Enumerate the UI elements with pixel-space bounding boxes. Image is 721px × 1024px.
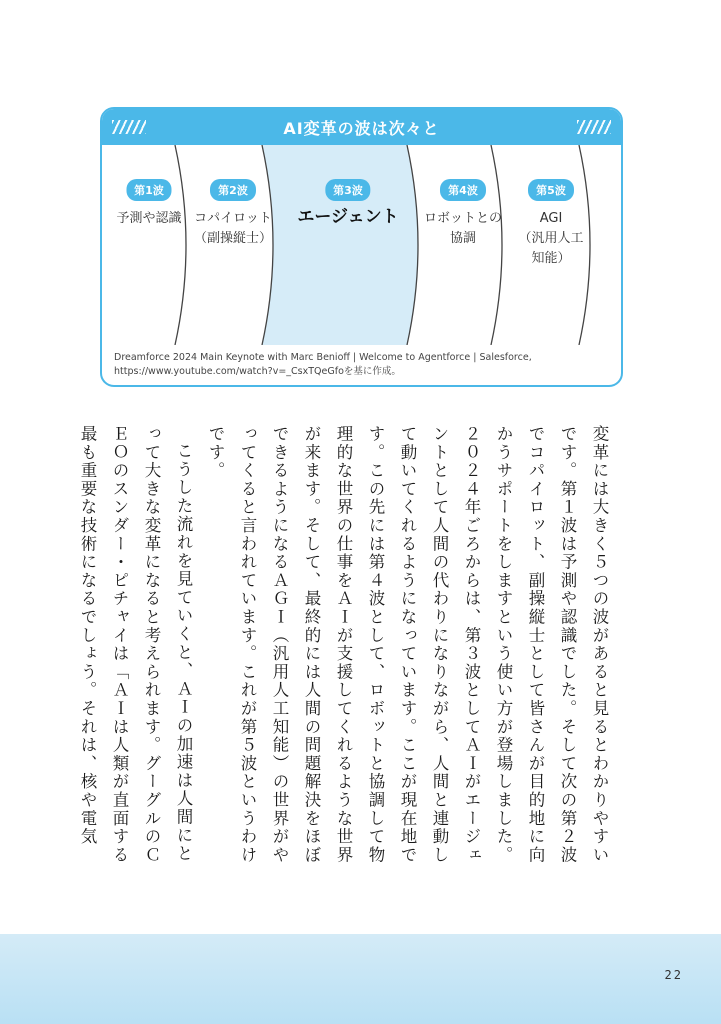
wave-3 xyxy=(297,179,398,226)
body-paragraph: 変革には大きく５つの波があると見るとわかりやすいです。第１波は予測や認識でした。そして次の第２波でコパイロット、副操縦士として皆さんが目的地に向かうサポートをしますという使い方が登場しました。２０２４年ごろからは、第３波としてＡＩがエージェントとして人間の代わりになりながら、人間と連動して動いてくれるようになっています。ここが現在地です。この先には第４波として、ロボットと協調して物理的な世界の仕事をＡＩが支援してくれるような世界が来ます。そして、最終的には人間の問題解決をほぼできるようになるＡＧＩ（汎用人工知能）の世界がやってくると言われています。これが第５波というわけです。 xyxy=(206,425,609,865)
wave-badge: 第4波 xyxy=(440,179,486,201)
wave-4 xyxy=(424,179,502,247)
wave-label: コパイロット （副操縦士） xyxy=(193,211,273,246)
figure-title: AI変革の波は次々と xyxy=(283,118,440,138)
figure-source-note: Dreamforce 2024 Main Keynote with Marc Benioff | Welcome to Agentforce | Salesforce, https://www.youtube.com/watch?v=_CsxTQeGfoを基に作成。 xyxy=(114,352,532,377)
hatch-decoration-left xyxy=(112,120,146,134)
figure-header xyxy=(102,109,621,145)
wave-badge: 第3波 xyxy=(325,179,371,201)
page-number: 22 xyxy=(664,968,683,982)
wave-1 xyxy=(116,179,181,227)
wave-divider xyxy=(175,145,186,345)
wave-highlight-band xyxy=(262,145,418,345)
wave-2 xyxy=(194,179,272,247)
wave-label: 予測や認識 xyxy=(116,211,182,226)
wave-label: AGI （汎用人工知能） xyxy=(518,211,584,266)
footer-band xyxy=(0,934,721,1024)
figure-box xyxy=(100,107,623,387)
body-text-vertical xyxy=(78,425,615,875)
wave-badge: 第1波 xyxy=(126,179,172,201)
hatch-decoration-right xyxy=(577,120,611,134)
wave-label: エージェント xyxy=(297,207,399,227)
wave-label: ロボットとの 協調 xyxy=(423,211,503,246)
wave-badge: 第2波 xyxy=(210,179,256,201)
wave-5 xyxy=(516,179,586,267)
wave-badge: 第5波 xyxy=(528,179,574,201)
body-paragraph: こうした流れを見ていくと、ＡＩの加速は人間にとって大きな変革になると考えられます。グーグルのＣＥＯのスンダー・ピチャイは「ＡＩは人類が直面する最も重要な技術になるでしょう。それは、核や電気 xyxy=(78,425,193,865)
